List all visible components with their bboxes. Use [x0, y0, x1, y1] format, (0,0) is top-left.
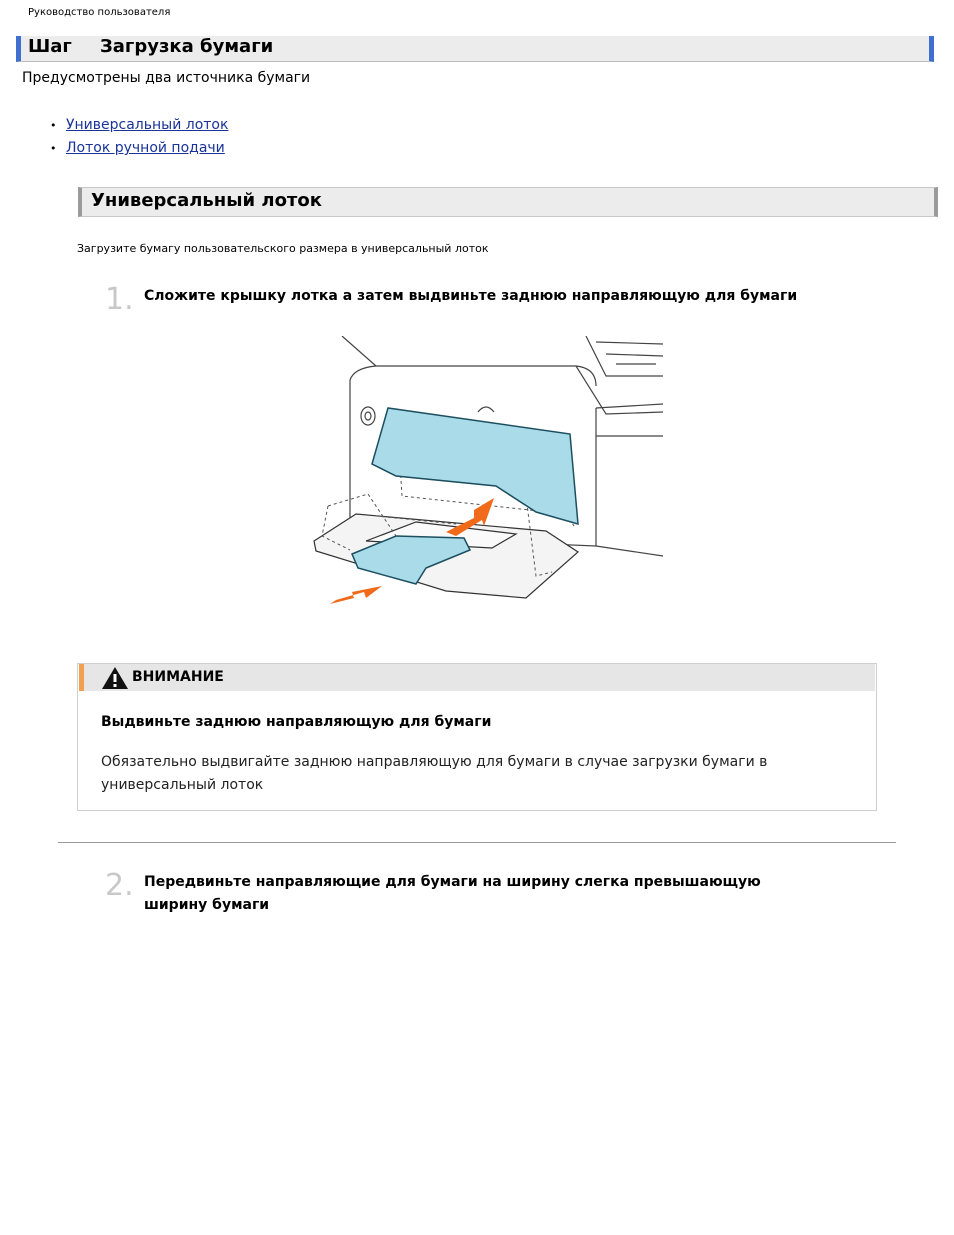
list-item: [50, 114, 228, 137]
section-description: Загрузите бумагу пользовательского размера в универсальный лоток: [77, 242, 489, 255]
step-instruction: Сложите крышку лотка а затем выдвиньте заднюю направляющую для бумаги: [144, 288, 798, 304]
divider: [58, 842, 896, 843]
printer-tray-illustration: [306, 336, 664, 612]
bullet-icon: •: [50, 142, 57, 155]
source-links-list: [50, 114, 228, 160]
step-number: 2.: [105, 868, 134, 903]
list-item: [50, 137, 228, 160]
step-label: Шаг: [28, 36, 72, 57]
step-number: 1.: [105, 282, 134, 317]
caution-text: Обязательно выдвигайте заднюю направляющую для бумаги в случае загрузки бумаги в универсальный лоток: [101, 754, 768, 793]
caution-subtitle: Выдвиньте заднюю направляющую для бумаги: [101, 714, 492, 730]
page-title: Загрузка бумаги: [100, 36, 274, 57]
running-title: Руководство пользователя: [28, 7, 171, 18]
step-instruction-line: ширину бумаги: [144, 897, 270, 913]
bullet-icon: •: [50, 119, 57, 132]
step-instruction-line: Передвиньте направляющие для бумаги на ширину слегка превышающую: [144, 874, 761, 890]
section-title: Универсальный лоток: [91, 190, 322, 211]
intro-text: Предусмотрены два источника бумаги: [22, 70, 311, 86]
warning-icon: [101, 666, 129, 690]
link-multipurpose-tray[interactable]: Универсальный лоток: [66, 117, 229, 133]
step-instruction: [144, 871, 761, 917]
link-manual-feed-tray[interactable]: Лоток ручной подачи: [66, 140, 225, 156]
caution-label: ВНИМАНИЕ: [132, 669, 224, 685]
